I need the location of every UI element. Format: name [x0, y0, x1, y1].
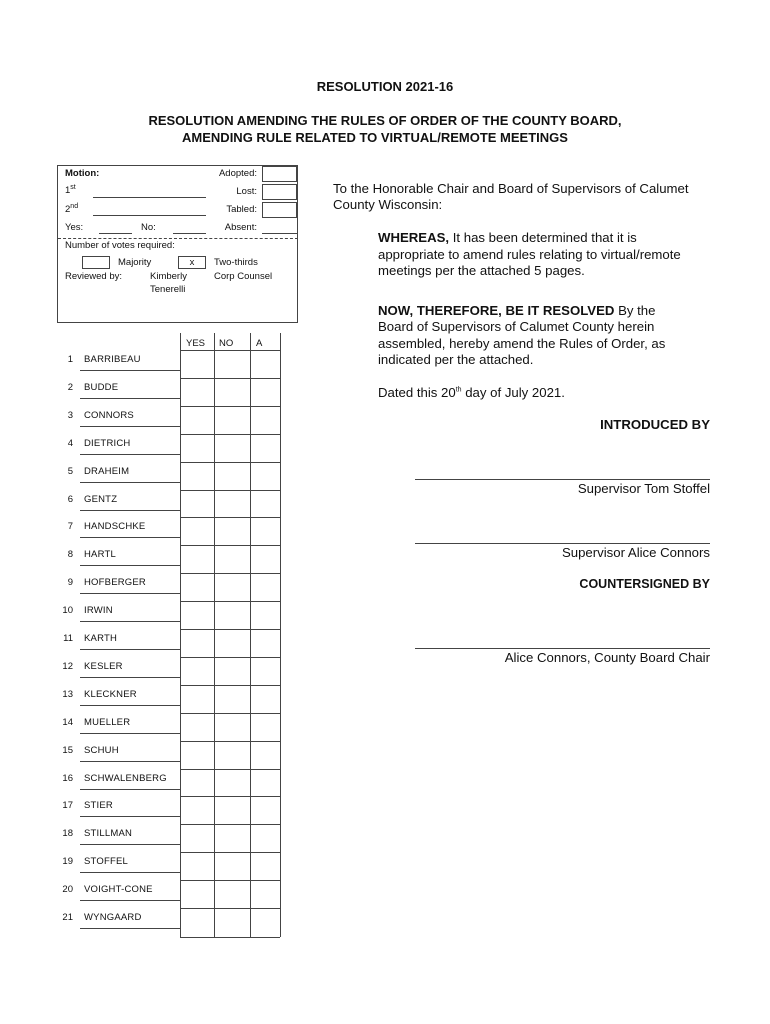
adopted-box[interactable] — [262, 166, 297, 182]
row-name: STOFFEL — [84, 856, 128, 868]
reviewer-title: Corp Counsel — [214, 271, 273, 282]
row-number: 16 — [62, 772, 73, 784]
first-label: 1st — [65, 183, 76, 196]
row-number: 15 — [62, 744, 73, 756]
no-cell[interactable] — [214, 657, 250, 685]
yes-cell[interactable] — [180, 908, 214, 936]
row-number: 19 — [62, 856, 73, 868]
row-number: 11 — [63, 633, 73, 644]
resolved-line1: NOW, THEREFORE, BE IT RESOLVED By the — [378, 303, 656, 318]
yes-cell[interactable] — [180, 490, 214, 518]
yes-cell[interactable] — [180, 769, 214, 797]
table-column-line — [180, 333, 181, 937]
introduced-by: INTRODUCED BY — [600, 417, 710, 432]
countersigned-by: COUNTERSIGNED BY — [579, 577, 710, 591]
absent-cell[interactable] — [250, 462, 280, 490]
table-bottom-line — [180, 937, 280, 938]
absent-cell[interactable] — [250, 378, 280, 406]
no-cell[interactable] — [214, 685, 250, 713]
signer-1: Supervisor Tom Stoffel — [577, 481, 710, 496]
yes-cell[interactable] — [180, 880, 214, 908]
header-absent: A — [256, 338, 263, 349]
row-name: IRWIN — [84, 605, 113, 617]
yes-cell[interactable] — [180, 713, 214, 741]
resolved-line2: Board of Supervisors of Calumet County herein — [378, 319, 655, 334]
row-underline — [80, 482, 180, 483]
first-mover-line — [93, 197, 206, 198]
yes-cell[interactable] — [180, 629, 214, 657]
row-name: DRAHEIM — [84, 465, 130, 477]
row-number: 1 — [67, 354, 73, 365]
reviewer-last-name: Tenerelli — [150, 284, 186, 295]
row-underline — [80, 426, 180, 427]
row-name: WYNGAARD — [84, 912, 142, 923]
yes-cell[interactable] — [180, 741, 214, 769]
absent-cell[interactable] — [250, 490, 280, 518]
signer-2: Supervisor Alice Connors — [561, 545, 710, 560]
two-thirds-label: Two-thirds — [214, 257, 258, 268]
row-number: 14 — [62, 716, 73, 728]
row-name: MUELLER — [84, 716, 131, 728]
yes-cell[interactable] — [180, 350, 214, 378]
votes-required-label: Number of votes required: — [65, 240, 175, 251]
row-underline — [80, 705, 180, 706]
yes-cell[interactable] — [180, 545, 214, 573]
no-cell[interactable] — [214, 601, 250, 629]
no-cell[interactable] — [214, 769, 250, 797]
no-cell[interactable] — [214, 350, 250, 378]
no-cell[interactable] — [214, 490, 250, 518]
whereas-line3: meetings per the attached 5 pages. — [378, 263, 585, 278]
row-number: 8 — [67, 549, 73, 561]
absent-cell[interactable] — [250, 629, 280, 657]
signature-line-1[interactable] — [415, 479, 710, 480]
yes-line — [99, 233, 132, 234]
address-line2: County Wisconsin: — [333, 197, 443, 212]
yes-cell[interactable] — [180, 657, 214, 685]
resolution-number: RESOLUTION 2021-16 — [316, 79, 454, 94]
no-cell[interactable] — [214, 517, 250, 545]
no-cell[interactable] — [214, 908, 250, 936]
resolution-title-line1: RESOLUTION AMENDING THE RULES OF ORDER OF THE COUNTY BOARD, — [148, 113, 622, 128]
row-name: SCHWALENBERG — [84, 772, 167, 784]
row-name: VOIGHT-CONE — [84, 884, 153, 896]
yes-cell[interactable] — [180, 824, 214, 852]
no-cell[interactable] — [214, 880, 250, 908]
two-thirds-box[interactable]: x — [178, 256, 206, 269]
second-label: 2nd — [65, 202, 79, 215]
absent-cell[interactable] — [250, 573, 280, 601]
yes-cell[interactable] — [180, 434, 214, 462]
row-underline — [80, 398, 180, 399]
yes-cell[interactable] — [180, 378, 214, 406]
row-name: KLECKNER — [84, 688, 137, 700]
yes-cell[interactable] — [180, 796, 214, 824]
yes-cell[interactable] — [180, 685, 214, 713]
tabled-box[interactable] — [262, 202, 297, 218]
row-underline — [80, 593, 180, 594]
row-number: 20 — [62, 884, 73, 896]
row-name: HANDSCHKE — [84, 521, 146, 533]
absent-cell[interactable] — [250, 824, 280, 852]
absent-cell[interactable] — [250, 852, 280, 880]
row-underline — [80, 928, 180, 929]
dated-line: Dated this 20th day of July 2021. — [378, 385, 565, 400]
whereas-line1: WHEREAS, It has been determined that it is — [378, 230, 637, 245]
row-underline — [80, 900, 180, 901]
row-underline — [80, 565, 180, 566]
row-number: 10 — [62, 605, 73, 617]
majority-box[interactable] — [82, 256, 110, 269]
resolved-line4: indicated per the attached. — [378, 352, 534, 367]
row-underline — [80, 454, 180, 455]
row-name: GENTZ — [84, 493, 118, 505]
row-number: 5 — [67, 465, 73, 477]
row-number: 6 — [67, 493, 73, 505]
absent-cell[interactable] — [250, 908, 280, 936]
row-name: BUDDE — [84, 381, 119, 393]
no-cell[interactable] — [214, 378, 250, 406]
no-label: No: — [141, 222, 156, 233]
no-cell[interactable] — [214, 796, 250, 824]
address-line1: To the Honorable Chair and Board of Supervisors of Calumet — [333, 181, 689, 196]
absent-cell[interactable] — [250, 713, 280, 741]
row-name: HARTL — [84, 549, 116, 561]
row-name: SCHUH — [84, 744, 119, 756]
yes-cell[interactable] — [180, 852, 214, 880]
yes-cell[interactable] — [180, 406, 214, 434]
row-underline — [80, 733, 180, 734]
motion-label: Motion: — [65, 168, 100, 179]
row-number: 4 — [67, 437, 73, 449]
row-underline — [80, 677, 180, 678]
row-underline — [80, 761, 180, 762]
absent-cell[interactable] — [250, 657, 280, 685]
lost-box[interactable] — [262, 184, 297, 200]
yes-label: Yes: — [65, 222, 84, 233]
resolution-title-line2: AMENDING RULE RELATED TO VIRTUAL/REMOTE MEETINGS — [182, 130, 568, 145]
reviewed-by-label: Reviewed by: — [65, 271, 123, 282]
header-yes: YES — [186, 338, 206, 349]
signature-line-2[interactable] — [415, 543, 710, 544]
row-underline — [80, 537, 180, 538]
no-cell[interactable] — [214, 824, 250, 852]
absent-cell[interactable] — [250, 350, 280, 378]
row-name: STILLMAN — [84, 828, 133, 840]
yes-cell[interactable] — [180, 517, 214, 545]
row-underline — [80, 370, 180, 371]
no-cell[interactable] — [214, 629, 250, 657]
signature-line-3[interactable] — [415, 648, 710, 649]
row-number: 7 — [67, 521, 73, 533]
reviewer-first-name: Kimberly — [150, 271, 187, 282]
row-number: 18 — [62, 828, 73, 840]
absent-cell[interactable] — [250, 769, 280, 797]
row-number: 3 — [67, 409, 73, 421]
tabled-label: Tabled: — [226, 204, 257, 215]
absent-cell[interactable] — [250, 685, 280, 713]
absent-cell[interactable] — [250, 741, 280, 769]
row-underline — [80, 816, 180, 817]
lost-label: Lost: — [236, 186, 257, 197]
no-cell[interactable] — [214, 406, 250, 434]
absent-label: Absent: — [224, 222, 257, 233]
row-name: KARTH — [84, 633, 118, 644]
absent-cell[interactable] — [250, 406, 280, 434]
signer-3: Alice Connors, County Board Chair — [504, 650, 710, 665]
no-cell[interactable] — [214, 713, 250, 741]
absent-line — [262, 233, 297, 234]
absent-cell[interactable] — [250, 545, 280, 573]
no-cell[interactable] — [214, 434, 250, 462]
row-name: CONNORS — [84, 409, 134, 421]
resolved-line3: assembled, hereby amend the Rules of Order, as — [378, 336, 666, 351]
yes-cell[interactable] — [180, 462, 214, 490]
row-underline — [80, 649, 180, 650]
table-column-line — [214, 333, 215, 937]
table-column-line — [250, 333, 251, 937]
row-underline — [80, 510, 180, 511]
no-line — [173, 233, 206, 234]
no-cell[interactable] — [214, 573, 250, 601]
row-number: 12 — [62, 660, 73, 672]
yes-cell[interactable] — [180, 601, 214, 629]
absent-cell[interactable] — [250, 434, 280, 462]
second-mover-line — [93, 215, 206, 216]
row-number: 17 — [62, 800, 73, 812]
header-no: NO — [219, 338, 234, 349]
row-underline — [80, 872, 180, 873]
majority-label: Majority — [118, 257, 152, 268]
absent-cell[interactable] — [250, 517, 280, 545]
table-column-line — [280, 333, 281, 937]
row-number: 21 — [62, 912, 73, 923]
row-number: 2 — [67, 381, 73, 393]
adopted-label: Adopted: — [218, 168, 257, 179]
row-name: BARRIBEAU — [84, 354, 141, 365]
no-cell[interactable] — [214, 852, 250, 880]
no-cell[interactable] — [214, 462, 250, 490]
row-underline — [80, 621, 180, 622]
absent-cell[interactable] — [250, 601, 280, 629]
whereas-line2: appropriate to amend rules relating to virtual/remote — [378, 247, 681, 262]
row-name: HOFBERGER — [84, 577, 146, 589]
row-number: 13 — [62, 688, 73, 700]
row-underline — [80, 844, 180, 845]
row-underline — [80, 789, 180, 790]
row-name: KESLER — [84, 660, 123, 672]
absent-cell[interactable] — [250, 880, 280, 908]
row-number: 9 — [67, 577, 73, 589]
yes-cell[interactable] — [180, 573, 214, 601]
motion-divider — [58, 238, 298, 239]
no-cell[interactable] — [214, 545, 250, 573]
row-name: DIETRICH — [84, 437, 131, 449]
row-name: STIER — [84, 800, 113, 812]
absent-cell[interactable] — [250, 796, 280, 824]
no-cell[interactable] — [214, 741, 250, 769]
